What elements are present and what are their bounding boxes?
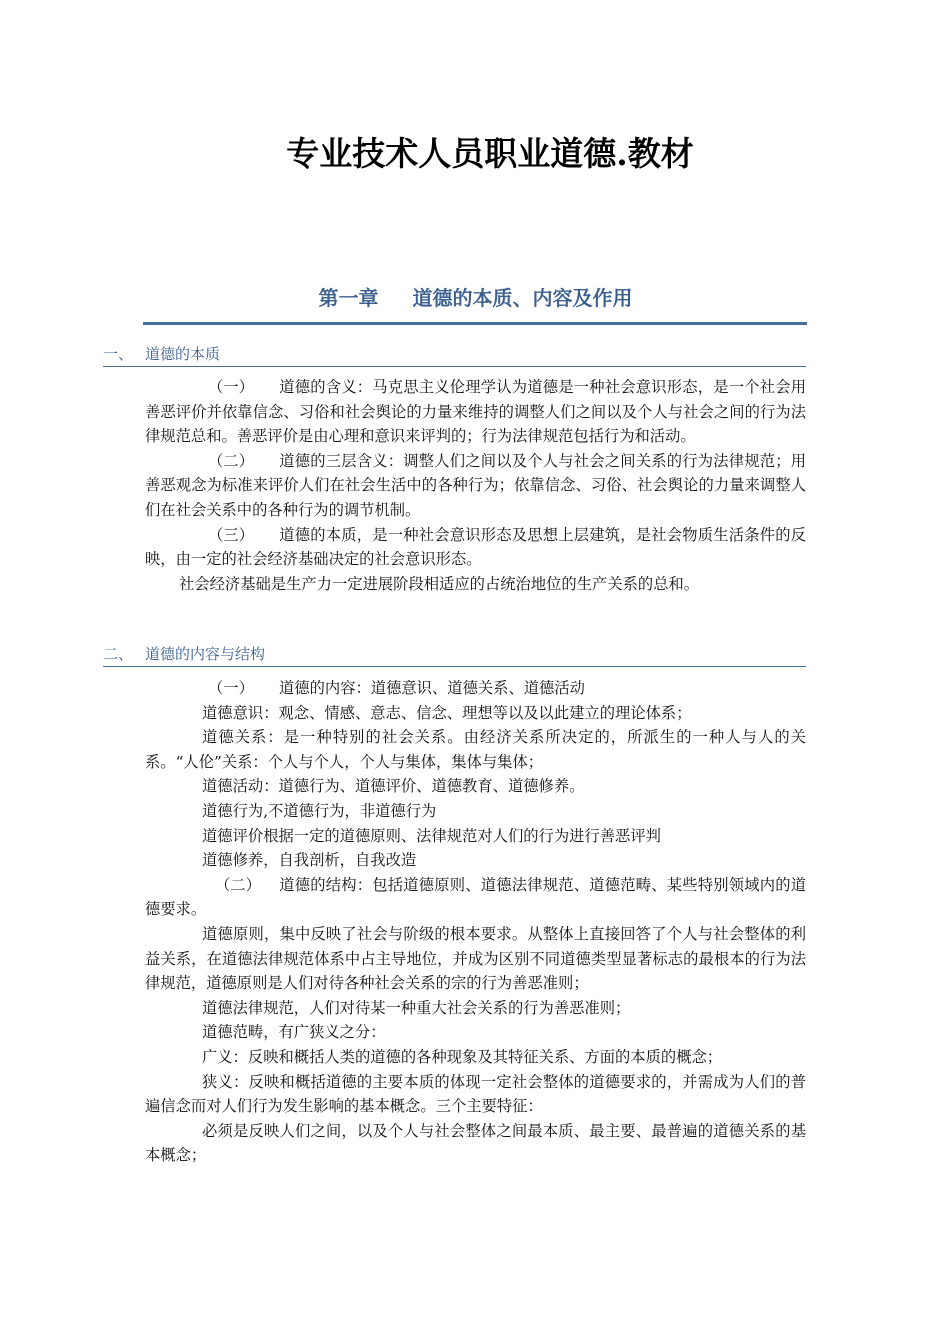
paragraph-text: 道德法律规范，人们对待某一种重大社会关系的行为善恶准则； [202,998,631,1017]
paragraph [145,922,806,996]
item-marker: （一） [208,679,254,697]
paragraph [145,1070,806,1119]
paragraph [145,824,806,849]
paragraph [145,676,806,701]
paragraph-text: 道德关系：是一种特别的社会关系。由经济关系所决定的，所派生的一种人与人的关系。“人伦”关系：个人与个人，个人与集体，集体与集体； [145,728,806,771]
section-title: 道德的内容与结构 [145,645,266,663]
section-heading-1 [103,344,806,367]
section-1-body [145,375,806,596]
paragraph-text: 道德原则，集中反映了社会与阶级的根本要求。从整体上直接回答了个人与社会整体的利益关系，在道德法律规范体系中占主导地位，并成为区别不同道德类型显著标志的最根本的行为法律规范，道德原则是人们对待各种社会关系的宗的行为善恶准则； [145,924,806,993]
paragraph-text: 广义：反映和概括人类的道德的各种现象及其特征关系、方面的本质的概念； [202,1047,723,1066]
paragraph [145,1045,806,1070]
paragraph [145,701,806,726]
section-title: 道德的本质 [145,345,221,363]
paragraph-text: 必须是反映人们之间，以及个人与社会整体之间最本质、最主要、最普遍的道德关系的基本概念； [145,1121,806,1165]
chapter-heading [145,283,806,313]
paragraph-text: 道德意识：观念、情感、意志、信念、理想等以及以此建立的理论体系； [202,703,692,722]
paragraph-text: 道德范畴，有广狭义之分： [202,1023,386,1042]
paragraph-text: 道德的三层含义：调整人们之间以及个人与社会之间关系的行为法律规范；用善恶观念为标准来评价人们在社会生活中的各种行为；依靠信念、习俗、社会舆论的力量来调整人们在社会关系中的各种行为的调节机制。 [145,451,806,519]
paragraph-text: 道德行为,不道德行为，非道德行为 [202,801,437,820]
item-marker: （二） [208,451,254,470]
item-marker: （三） [208,525,254,544]
paragraph [145,375,806,449]
paragraph [145,523,806,572]
section-number: 一、 [103,345,134,363]
paragraph-text: 道德的含义：马克思主义伦理学认为道德是一种社会意识形态，是一个社会用善恶评价并依靠信念、习俗和社会舆论的力量来维持的调整人们之间以及个人与社会之间的行为法律规范总和。善恶评价是由心理和意识来评判的；行为法律规范包括行为和活动。 [145,378,806,446]
paragraph [145,1020,806,1045]
section-heading-2 [103,644,806,667]
paragraph-text: 社会经济基础是生产力一定进展阶段相适应的占统治地位的生产关系的总和。 [179,574,700,593]
paragraph-text: 道德活动：道德行为、道德评价、道德教育、道德修养。 [202,777,585,796]
paragraph-text: 道德的本质，是一种社会意识形态及思想上层建筑，是社会物质生活条件的反映，由一定的社会经济基础决定的社会意识形态。 [145,525,806,569]
item-marker: （二） [215,875,261,894]
paragraph [145,848,806,873]
chapter-divider [143,322,807,325]
chapter-number: 第一章 [318,286,379,310]
paragraph [145,774,806,799]
paragraph-text: 道德评价根据一定的道德原则、法律规范对人们的行为进行善恶评判 [202,826,661,845]
paragraph-text: 道德的内容：道德意识、道德关系、道德活动 [279,679,585,697]
paragraph-text: 道德的结构：包括道德原则、道德法律规范、道德范畴、某些特别领域内的道德要求。 [145,875,806,919]
paragraph [145,996,806,1021]
paragraph-text: 狭义：反映和概括道德的主要本质的体现一定社会整体的道德要求的，并需成为人们的普遍信念而对人们行为发生影响的基本概念。三个主要特征： [145,1072,806,1116]
item-marker: （一） [208,378,254,396]
section-2-body [145,676,806,1168]
paragraph [145,873,806,922]
document-title: 专业技术人员职业道德.教材 [286,134,694,173]
paragraph [145,1119,806,1168]
paragraph-text: 道德修养，自我剖析，自我改造 [202,851,417,870]
section-number: 二、 [103,645,134,663]
paragraph [145,799,806,824]
paragraph [145,725,806,774]
chapter-title: 道德的本质、内容及作用 [412,286,633,310]
paragraph [145,572,806,597]
paragraph [145,449,806,523]
